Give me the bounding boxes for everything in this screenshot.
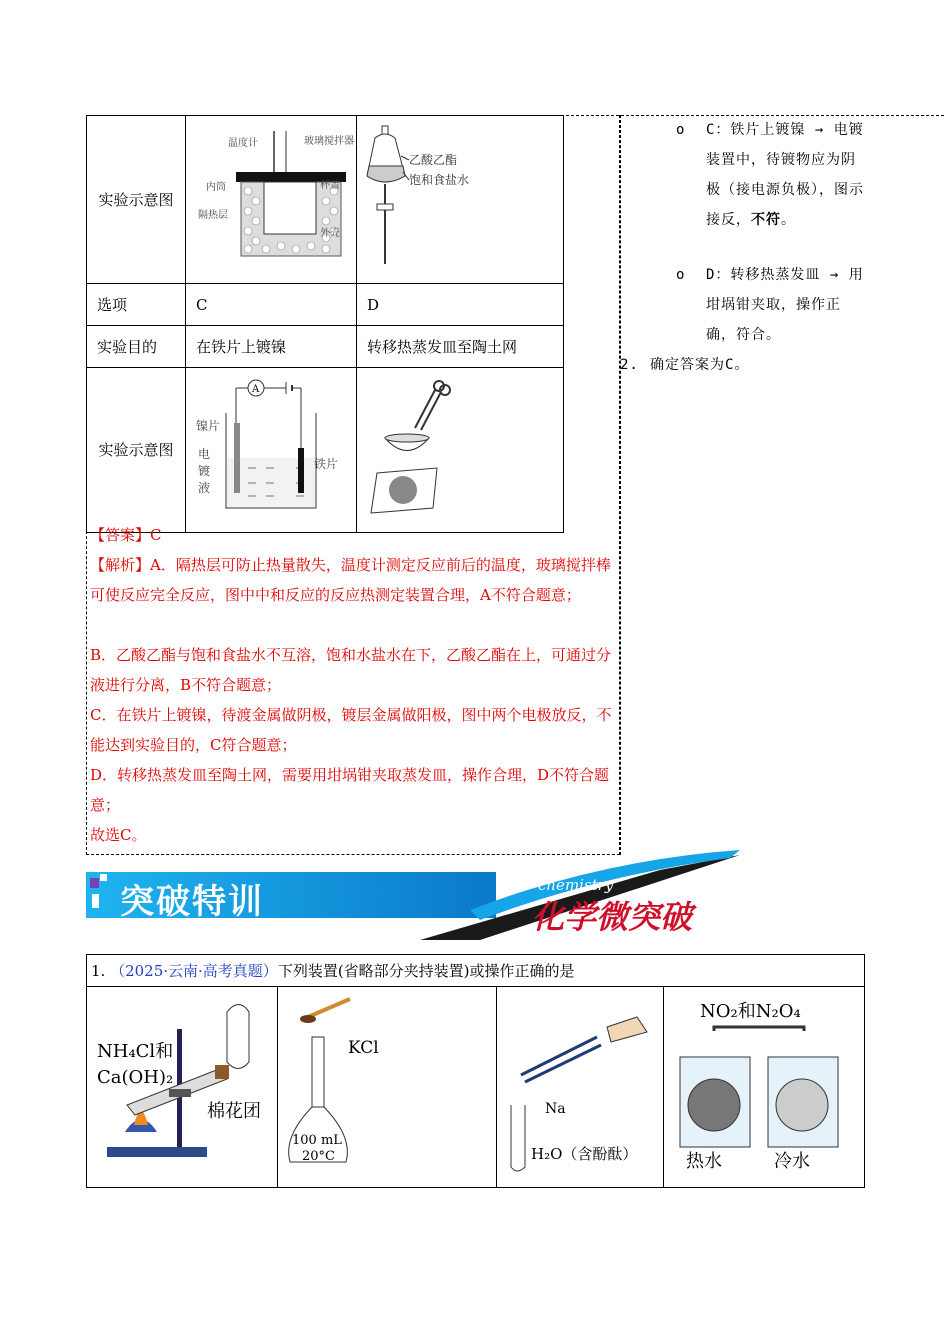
shell-label: 外壳 <box>320 228 340 239</box>
figure-volumetric-flask <box>278 987 497 1188</box>
reagent-label: NH₄Cl和 <box>97 1041 174 1062</box>
reagent-label: Ca(OH)₂ <box>97 1067 174 1088</box>
analysis-a: 【解析】A．隔热层可防止热量散失，温度计测定反应前后的温度，玻璃搅拌棒可使反应完全反应，图中中和反应的反应热测定装置合理，A不符合题意； <box>90 556 611 604</box>
banner-square-icon <box>92 894 99 908</box>
step-text: 确定答案为C。 <box>650 357 750 373</box>
row-label-purpose: 实验目的 <box>87 326 186 368</box>
row-label: 实验示意图 <box>87 368 186 533</box>
figure-separatory-funnel <box>357 116 564 284</box>
banner-title: 突破特训 <box>120 882 264 922</box>
banner-square-icon <box>90 878 99 888</box>
experiment-table <box>86 115 564 533</box>
figure-ammonia-prep <box>87 987 278 1188</box>
row-label-option: 选项 <box>87 284 186 326</box>
brand-english: chemistry <box>538 876 614 894</box>
row-label: 实验示意图 <box>87 116 186 284</box>
question-table <box>86 954 865 1188</box>
frame-divider <box>620 115 621 855</box>
figure-electroplating <box>186 368 357 533</box>
step-number: 2. <box>620 357 639 373</box>
solution-label: 电镀液 <box>198 447 211 495</box>
salt-label: KCl <box>348 1038 379 1058</box>
inner-label: 内筒 <box>206 182 226 193</box>
cold-water-label: 冷水 <box>774 1151 810 1172</box>
analysis-b: B．乙酸乙酯与饱和食盐水不互溶，饱和水盐水在下，乙酸乙酯在上，可通过分液进行分离，B不符合题意； <box>90 646 612 694</box>
bullet: o <box>676 122 686 138</box>
bullet: o <box>676 267 686 283</box>
insulation-label: 隔热层 <box>198 210 228 221</box>
analysis-d: D．转移热蒸发皿至陶土网，需要用坩埚钳夹取蒸发皿，操作合理，D不符合题意； <box>90 766 610 814</box>
gas-label: NO₂和N₂O₄ <box>700 1001 801 1022</box>
analysis-conclusion: 故选C。 <box>90 826 147 844</box>
answer-line: 【答案】C <box>90 526 162 544</box>
brand-graphic <box>420 850 750 940</box>
brand-title: 化学微突破 <box>532 898 693 936</box>
purpose-d: 转移热蒸发皿至陶土网 <box>357 326 564 368</box>
figure-no2-equilibrium <box>664 987 865 1188</box>
brine-label: 饱和食盐水 <box>409 173 470 187</box>
figure-sodium-water <box>497 987 664 1188</box>
analysis-c: C．在铁片上镀镍，待渡金属做阴极，镀层金属做阳极，图中两个电极放反，不能达到实验目的，C符合题意； <box>90 706 612 754</box>
volume-label: 100 mL <box>292 1133 342 1148</box>
banner-square-icon <box>100 874 107 881</box>
option-d: D <box>357 284 564 326</box>
cotton-label: 棉花团 <box>207 1101 261 1122</box>
option-c: C <box>186 284 357 326</box>
side-note-d: D：转移热蒸发皿 → 用坩埚钳夹取，操作正确，符合。 <box>706 267 864 343</box>
ester-label: 乙酸乙酯 <box>409 153 458 167</box>
nickel-label: 镍片 <box>196 419 221 433</box>
side-note-c: C：铁片上镀镍 → 电镀装置中，待镀物应为阴极（接电源负极），图示接反，不符。 <box>706 122 864 228</box>
figure-crucible-tongs <box>357 368 564 533</box>
question-stem: 1. （2025·云南·高考真题）下列装置(省略部分夹持装置)或操作正确的是 <box>87 955 865 987</box>
temperature-label: 20°C <box>302 1149 335 1164</box>
hot-water-label: 热水 <box>686 1151 722 1172</box>
thermometer-label: 温度计 <box>228 138 258 149</box>
stirrer-label: 玻璃搅拌器 <box>304 136 354 147</box>
iron-label: 铁片 <box>314 457 339 471</box>
ammeter-icon: A <box>252 384 260 395</box>
lid-label: 杯盖 <box>320 180 340 191</box>
water-label: H₂O（含酚酞） <box>531 1145 638 1163</box>
purpose-c: 在铁片上镀镍 <box>186 326 357 368</box>
sodium-label: Na <box>545 1101 566 1117</box>
figure-calorimeter <box>186 116 357 284</box>
